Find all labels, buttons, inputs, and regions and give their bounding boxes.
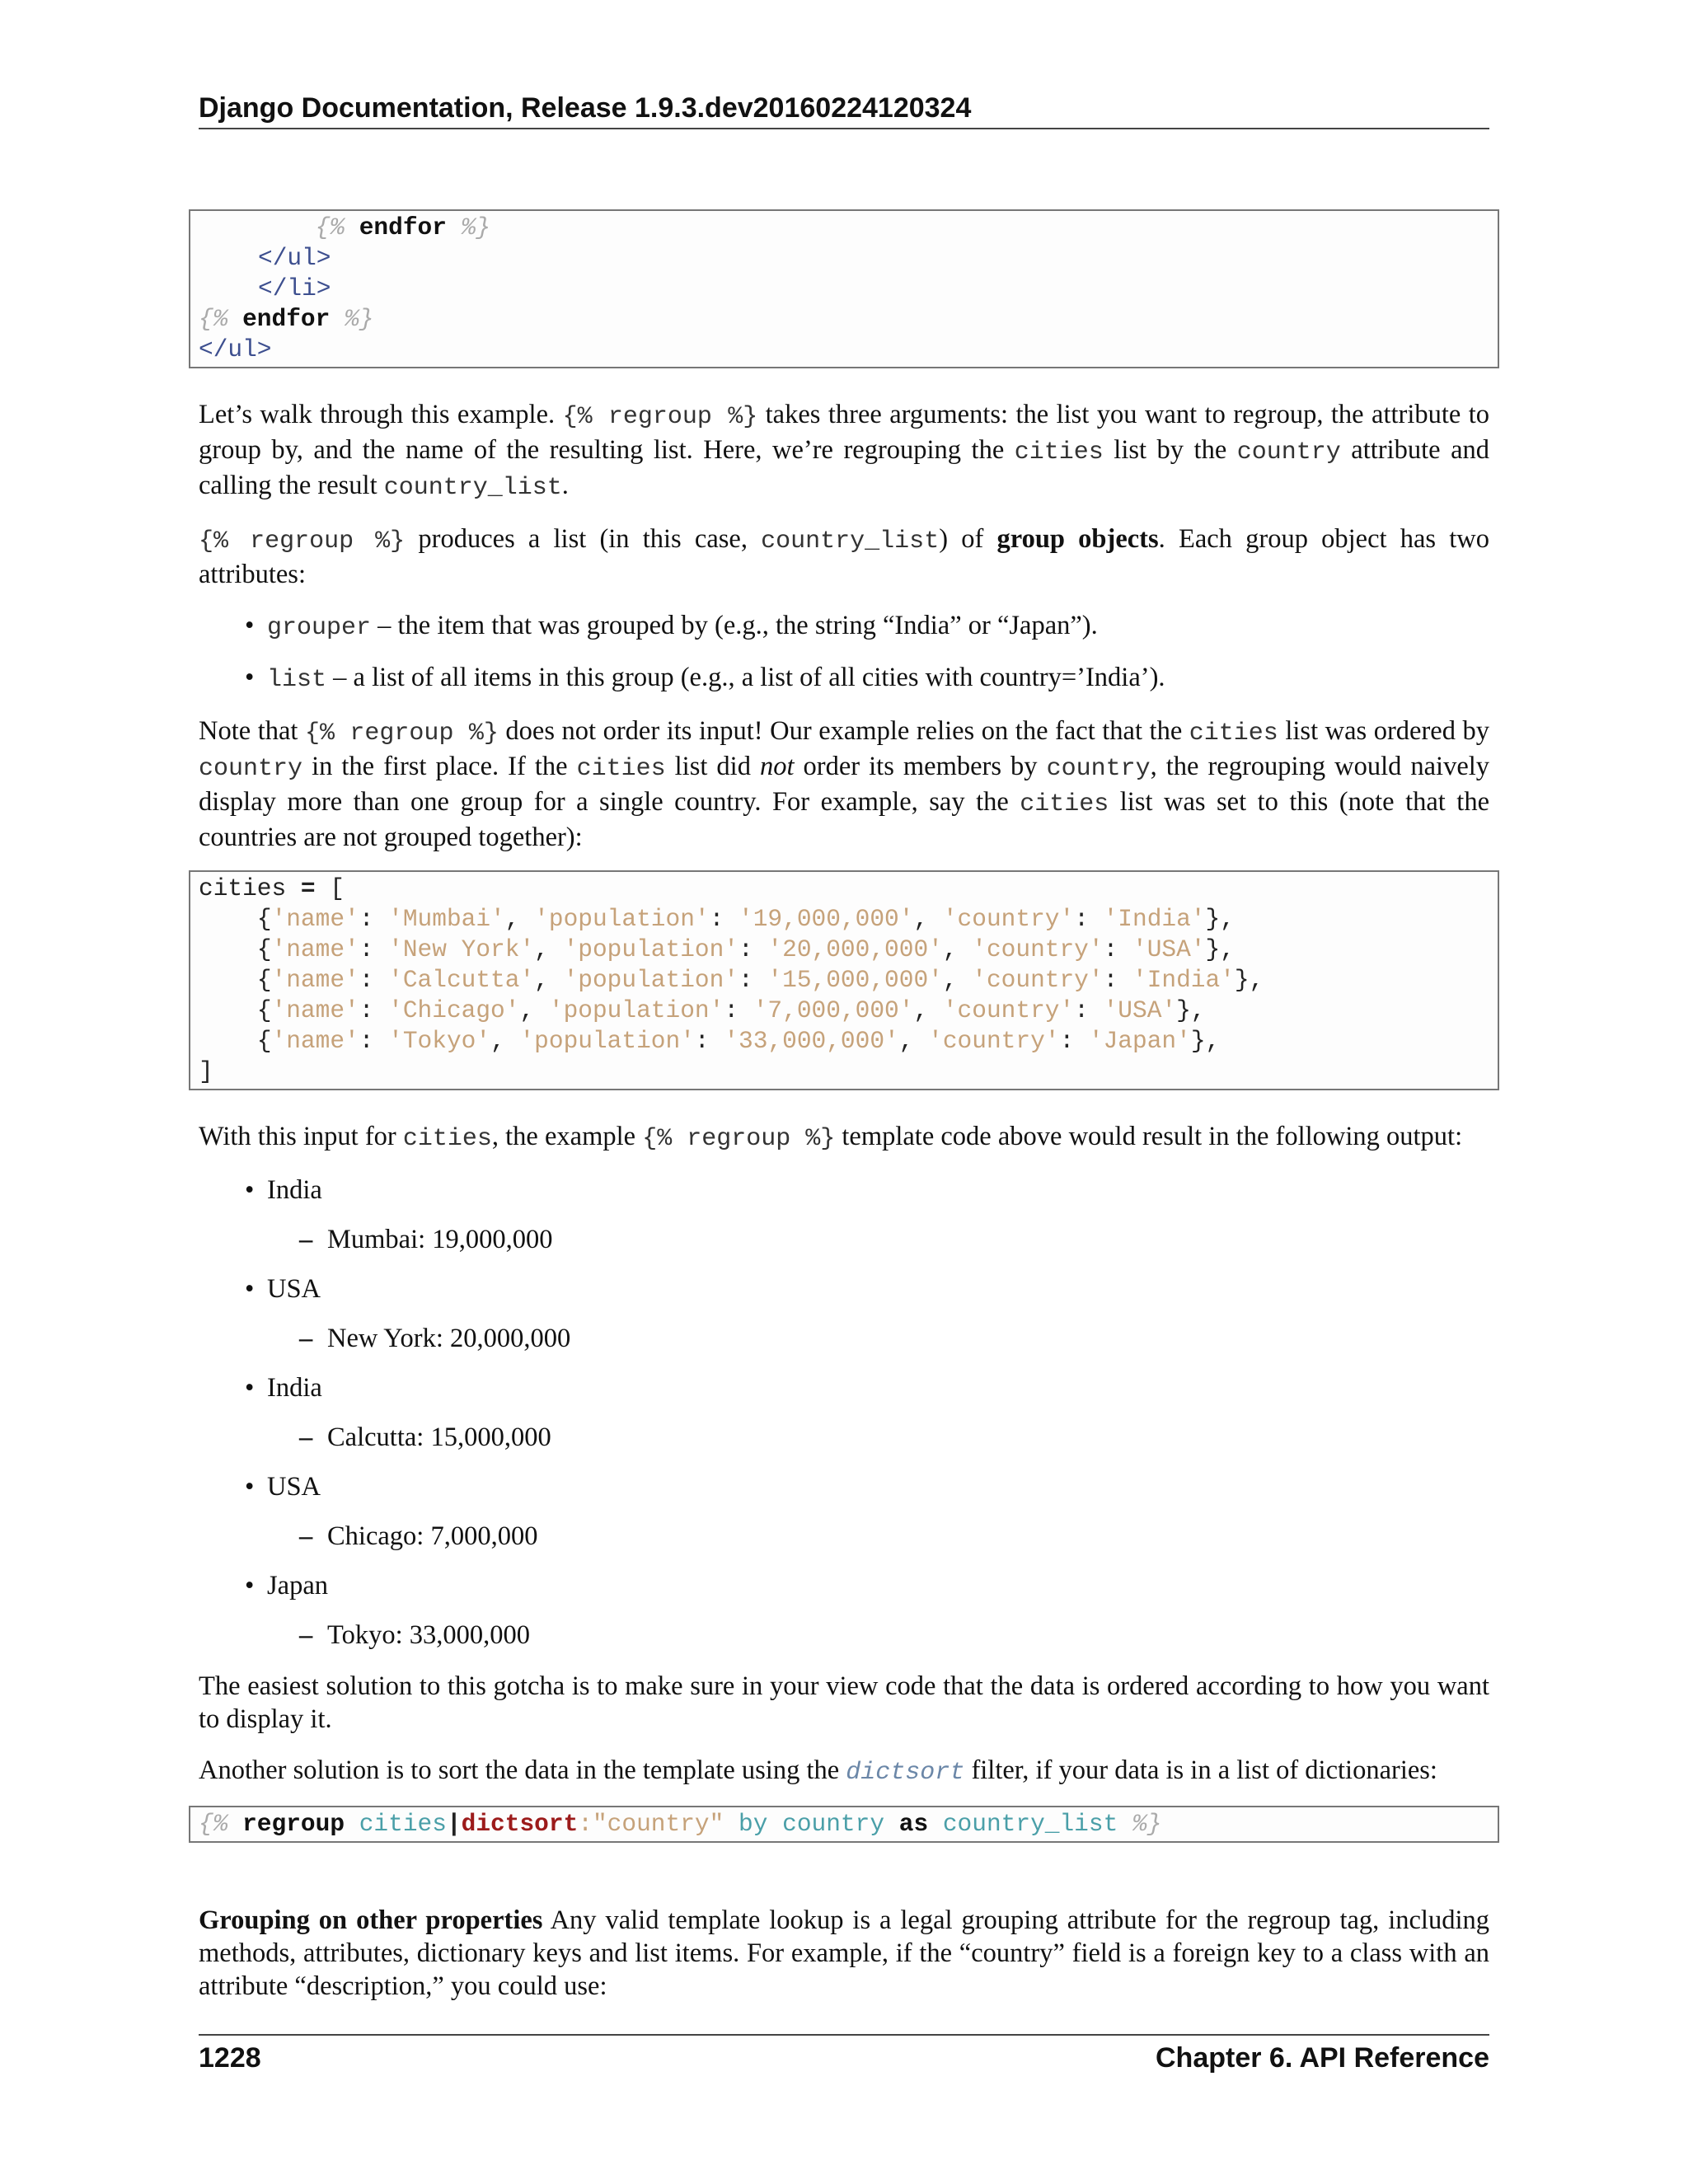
paragraph-walkthrough: Let’s walk through this example. {% regroup %} takes three arguments: the list you want to regroup, the attribute to group by, and the name of the resulting list. Here, we’re regrouping the cities list by the country attribute and calling the result country_list. (199, 400, 1490, 502)
page-header (199, 92, 1489, 129)
list-item: • grouper – the item that was grouped by (e.g., the string “India” or “Japan”). (245, 611, 1098, 642)
header-title: Django Documentation, Release 1.9.3.dev20160224120324 (199, 92, 972, 124)
code-line: ] (199, 1057, 213, 1085)
output-city-item: – Chicago: 7,000,000 (299, 1521, 538, 1551)
output-country-item: • USA (245, 1472, 321, 1502)
paragraph-group-objects: {% regroup %} produces a list (in this case, country_list) of group objects. Each group object has two attributes: (199, 524, 1490, 589)
code-line: </ul> (199, 335, 272, 363)
output-country-item: • Japan (245, 1571, 328, 1601)
page-content (199, 209, 1489, 2003)
paragraph-grouping-other: Grouping on other properties Any valid template lookup is a legal grouping attribute for the regroup tag, including methods, attributes, dictionary keys and list items. For example, if the “country” field is a foreign key to a class with an attribute “description,” you could use: (199, 1905, 1489, 2001)
paragraph-easiest-solution: The easiest solution to this gotcha is to make sure in your view code that the data is ordered according to how you want to display it. (199, 1671, 1489, 1734)
paragraph-output-intro: With this input for cities, the example {% regroup %} template code above would result in the following output: (199, 1122, 1463, 1153)
output-list (199, 1174, 1489, 1652)
dictsort-link[interactable]: dictsort (846, 1759, 965, 1787)
paragraph-dictsort: Another solution is to sort the data in the template using the dictsort filter, if your data is in a list of dictionaries: (199, 1755, 1437, 1787)
list-item: • list – a list of all items in this group (e.g., a list of all cities with country=’India’). (245, 663, 1165, 694)
output-city-item: – Calcutta: 15,000,000 (299, 1422, 551, 1452)
output-city-item: – Mumbai: 19,000,000 (299, 1225, 553, 1254)
code-line: {% endfor %} (315, 213, 491, 241)
code-line: cities = [ (199, 874, 345, 902)
code-line: </li> (258, 274, 331, 302)
paragraph-note: Note that {% regroup %} does not order its input! Our example relies on the fact that the cities list was ordered by country in the first place. If the cities list did not order its members by country, the regrouping would naively display more than one group for a single country. For example, say the cities list was set to this (note that the countries are not grouped together): (199, 716, 1490, 852)
output-city-item: – New York: 20,000,000 (299, 1324, 571, 1353)
code-line: {% endfor %} (199, 305, 374, 333)
code-line: {'name': 'Tokyo', 'population': '33,000,000', 'country': 'Japan'}, (256, 1027, 1221, 1055)
code-block-endfor (189, 209, 1499, 368)
code-line: {'name': 'Calcutta', 'population': '15,000,000', 'country': 'India'}, (256, 966, 1264, 994)
output-city-item: – Tokyo: 33,000,000 (299, 1620, 530, 1650)
code-line: {'name': 'Chicago', 'population': '7,000,000', 'country': 'USA'}, (256, 996, 1206, 1024)
output-country-item: • USA (245, 1274, 321, 1304)
page-footer (199, 2034, 1489, 2074)
code-line: {'name': 'Mumbai', 'population': '19,000,000', 'country': 'India'}, (256, 905, 1235, 933)
code-block-regroup-dictsort: {% regroup cities|dictsort:"country" by country as country_list %} (189, 1806, 1499, 1843)
output-country-item: • India (245, 1373, 322, 1403)
attribute-list (199, 609, 1489, 696)
chapter-title: Chapter 6. API Reference (1156, 2042, 1489, 2074)
code-line: </ul> (258, 244, 331, 272)
code-line: {'name': 'New York', 'population': '20,000,000', 'country': 'USA'}, (256, 935, 1235, 963)
page-number: 1228 (199, 2042, 261, 2074)
output-country-item: • India (245, 1175, 322, 1205)
code-block-cities (189, 870, 1499, 1090)
